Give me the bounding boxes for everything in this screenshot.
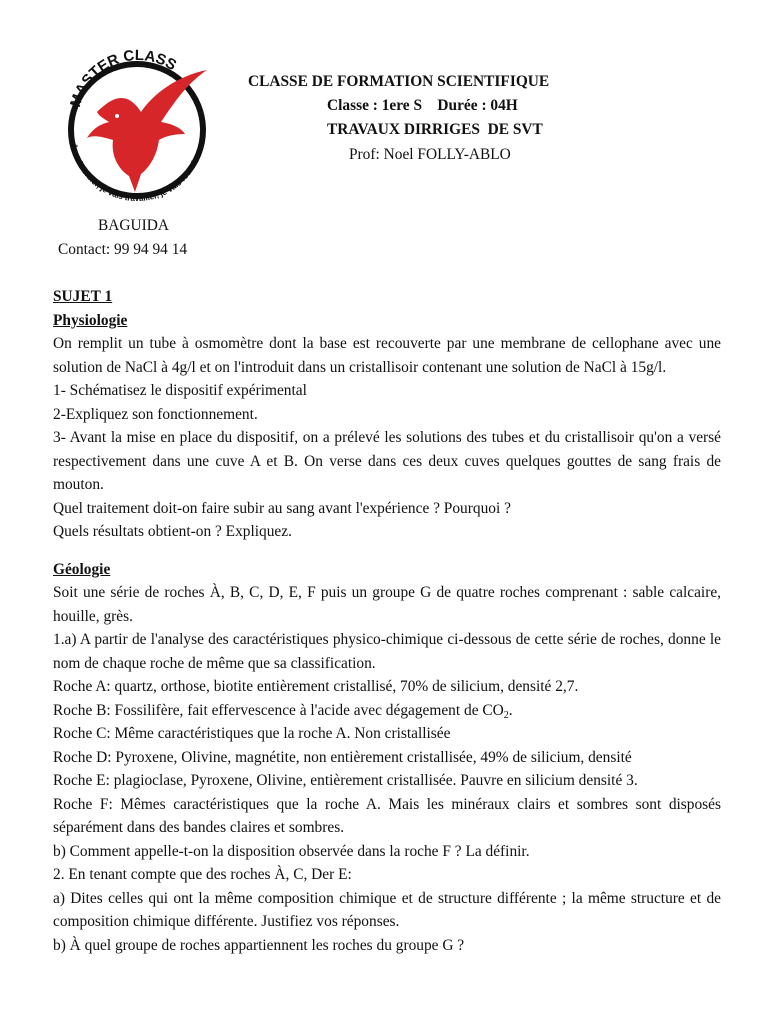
geologie-intro: Soit une série de roches À, B, C, D, E, F puis un groupe G de quatre roches comprenant : sable calcaire, houille, grès. [53, 584, 721, 625]
geologie-question-1b: b) Comment appelle-t-on la disposition observée dans la roche F ? La définir. [53, 842, 530, 860]
org-contact: Contact: 99 94 94 14 [58, 241, 188, 258]
geologie-question-2a: a) Dites celles qui ont la même composition chimique et de structure différente ; la même structure et de composition chimique différente. Justifiez vos réponses. [53, 889, 721, 930]
geologie-question-2: 2. En tenant compte que des roches À, C, Der E: [53, 866, 352, 883]
roche-c: Roche C: Même caractéristiques que la roche A. Non cristallisée [53, 725, 451, 742]
header-class-duration: Classe : 1ere S Durée : 04H [327, 97, 518, 114]
logo-title: MASTER CLASS [66, 47, 180, 110]
roche-e: Roche E: plagioclase, Pyroxene, Olivine, entièrement cristallisée. Pauvre en silicium densité 3. [53, 772, 638, 789]
geologie-question-2b: b) À quel groupe de roches appartiennent les roches du groupe G ? [53, 936, 465, 954]
sujet-title: SUJET 1 [53, 288, 113, 305]
geologie-question-1a: 1.a) A partir de l'analyse des caractéristiques physico-chimique ci-dessous de cette série de roches, donne le nom de chaque roche de même que sa classification. [53, 631, 721, 672]
physiologie-question-3: 3- Avant la mise en place du dispositif, on a prélevé les solutions des tubes et du cristallisoir qu'on a versé respectivement dans une cuve A et B. On verse dans ces deux cuves quelques gouttes de sang frais de mouton. [53, 429, 721, 493]
header-subject: TRAVAUX DIRRIGES DE SVT [327, 121, 543, 138]
geologie-heading: Géologie [53, 560, 111, 578]
physiologie-question-1: 1- Schématisez le dispositif expérimental [53, 382, 307, 399]
roche-d: Roche D: Pyroxene, Olivine, magnétite, non entièrement cristallisée, 49% de silicium, densité [53, 748, 632, 766]
roche-b: Roche B: Fossilifère, fait effervescence à l'acide avec dégagement de $CO_2$. [53, 701, 513, 721]
physiologie-heading: Physiologie [53, 311, 128, 329]
header-teacher: Prof: Noel FOLLY-ABLO [349, 146, 511, 163]
physiologie-question-4: Quel traitement doit-on faire subir au sang avant l'expérience ? Pourquoi ? [53, 499, 511, 517]
org-location: BAGUIDA [98, 217, 169, 234]
logo-motto: Je vais briller, je vais travailler, je vais réussir [69, 142, 201, 204]
roche-a: Roche A: quartz, orthose, biotite entièrement cristallisé, 70% de silicium, densité 2,7. [53, 678, 579, 695]
physiologie-question-2: 2-Expliquez son fonctionnement. [53, 405, 258, 423]
physiologie-intro: On remplit un tube à osmomètre dont la base est recouverte par une membrane de cellophane avec une solution de NaCl à 4g/l et on l'introduit dans un cristallisoir contenant une solution de NaCl à 15g/l. [53, 335, 721, 376]
physiologie-question-5: Quels résultats obtient-on ? Expliquez. [53, 523, 292, 540]
master-class-logo [57, 42, 213, 210]
header-title: CLASSE DE FORMATION SCIENTIFIQUE [248, 73, 550, 90]
roche-f: Roche F: Mêmes caractéristiques que la roche A. Mais les minéraux clairs et sombres sont disposés séparément dans des bandes claires et sombres. [53, 795, 721, 836]
document-body [53, 285, 721, 957]
